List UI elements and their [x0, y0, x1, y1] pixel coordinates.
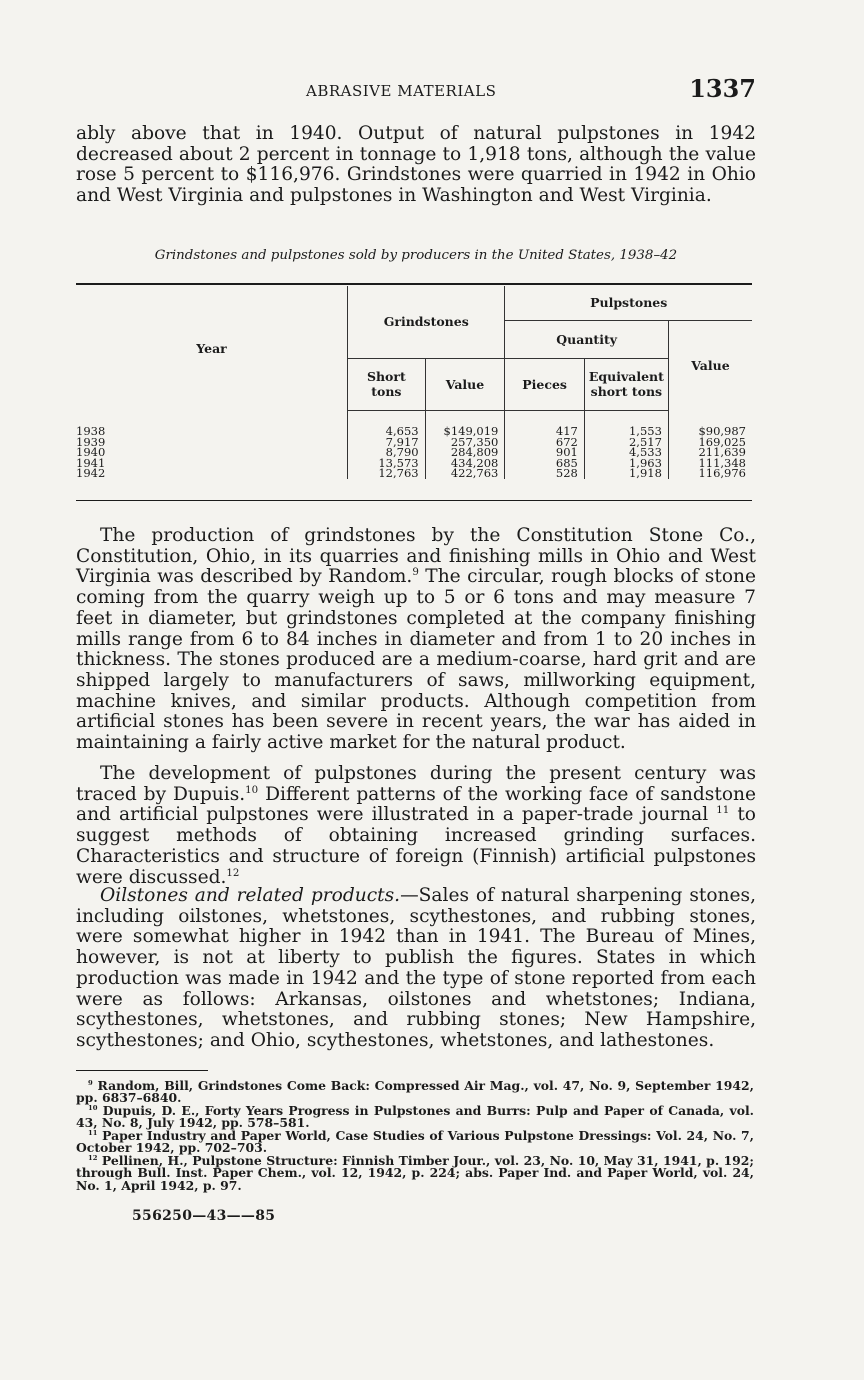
header-grind-value: Value — [425, 358, 505, 410]
cell-grind-value: 284,809 — [425, 447, 505, 458]
footnote — [76, 1155, 754, 1192]
page-number: 1337 — [689, 74, 756, 103]
header-short-tons: Short tons — [348, 358, 426, 410]
header-pulp-value: Value — [668, 320, 752, 410]
table-row — [76, 468, 752, 479]
running-head: ABRASIVE MATERIALS — [306, 82, 497, 100]
paragraph-oilstones — [76, 886, 756, 1052]
paragraph-pulpstones — [76, 764, 756, 888]
paragraph-text: ably above that in 1940. Output of natural pulpstones in 1942 decreased about 2 percent in tonnage to 1,918 tons, although the value rose 5 percent to $116,976. Grindstones were quarried in 1942 in Ohio and West Virginia and pulpstones in Washington and West Virginia. — [76, 123, 756, 207]
cell-equivalent: 1,963 — [584, 458, 668, 469]
cell-grind-value: 257,350 — [425, 437, 505, 448]
paragraph-text: The development of pulpstones during the present century was traced by Dupuis. — [76, 763, 756, 805]
paragraph-text: The production of grindstones by the Constitution Stone Co., Constitution, Ohio, in its quarries and finishing mills in Ohio and West Virginia was described by Random. — [76, 525, 756, 588]
cell-pulp-value: $90,987 — [668, 426, 752, 437]
footnote-text: Dupuis, D. E., Forty Years Progress in Pulpstones and Burrs: Pulp and Paper of Canada, vol. 43, No. 8, July 1942, pp. 578–581. — [76, 1103, 754, 1131]
table-bottom-rule — [76, 500, 752, 501]
cell-pieces: 417 — [505, 426, 585, 437]
paragraph-continuation — [76, 124, 756, 207]
footnote-ref: 12 — [226, 867, 240, 879]
header-pieces: Pieces — [505, 358, 585, 410]
footnote-text: Pellinen, H., Pulpstone Structure: Finnish Timber Jour., vol. 23, No. 10, May 31, 1941, p. 192; through Bull. Inst. Paper Chem., vol. 12, 1942, p. 224; abs. Paper Ind. and Paper World, vol. 24, No. 1, April 1942, p. 97. — [76, 1153, 754, 1193]
header-grindstones: Grindstones — [348, 286, 505, 358]
cell-year: 1939 — [76, 434, 106, 449]
footnote — [76, 1080, 754, 1105]
production-table — [76, 286, 752, 479]
footnote-mark: 11 — [88, 1128, 98, 1137]
cell-pulp-value: 116,976 — [668, 468, 752, 479]
footnote-ref: 10 — [245, 784, 259, 796]
paragraph-text: —Sales of natural sharpening stones, including oilstones, whetstones, scythestones, and rubbing stones, were somewhat higher in 1942 than in 1941. The Bureau of Mines, however, is not at liberty to publish the figures. States in which production was made in 1942 and the type of stone reported from each were as follows: Arkansas, oilstones and whetstones; Indiana, scythestones, whetstones, and rubbing stones; New Hampshire, scythestones; and Ohio, scythestones, whetstones, and lathestones. — [76, 885, 756, 1051]
paragraph-text: Different patterns of the working face of sandstone and artificial pulpstones were illustrated in a paper-trade journal — [76, 783, 756, 826]
cell-pulp-value: 169,025 — [668, 437, 752, 448]
header-equivalent: Equivalent short tons — [584, 358, 668, 410]
cell-pieces: 528 — [505, 468, 585, 479]
cell-equivalent: 1,553 — [584, 426, 668, 437]
cell-equivalent: 4,533 — [584, 447, 668, 458]
cell-pieces: 672 — [505, 437, 585, 448]
paragraph-grindstones — [76, 526, 756, 754]
footnote-mark: 12 — [88, 1153, 98, 1162]
cell-year: 1938 — [76, 424, 106, 438]
cell-pieces: 901 — [505, 447, 585, 458]
cell-pieces: 685 — [505, 458, 585, 469]
footnote-text: Paper Industry and Paper World, Case Studies of Various Pulpstone Dressings: Vol. 24, No. 7, October 1942, pp. 702–703. — [76, 1128, 754, 1156]
cell-short-tons: 13,573 — [348, 458, 426, 469]
footnote-mark: 9 — [88, 1078, 93, 1087]
page-header — [76, 74, 756, 104]
cell-short-tons: 7,917 — [348, 437, 426, 448]
cell-equivalent: 1,918 — [584, 468, 668, 479]
cell-year: 1940 — [76, 445, 106, 459]
cell-pulp-value: 111,348 — [668, 458, 752, 469]
footnote — [76, 1105, 754, 1130]
footnote-mark: 10 — [88, 1103, 98, 1112]
footnote — [76, 1130, 754, 1155]
cell-short-tons: 4,653 — [348, 426, 426, 437]
cell-grind-value: $149,019 — [425, 426, 505, 437]
cell-grind-value: 422,763 — [425, 468, 505, 479]
header-quantity: Quantity — [505, 320, 669, 358]
cell-year: 1942 — [76, 466, 106, 480]
cell-year: 1941 — [76, 455, 106, 470]
cell-pulp-value: 211,639 — [668, 447, 752, 458]
footnote-rule — [76, 1070, 208, 1071]
cell-short-tons: 8,790 — [348, 447, 426, 458]
section-run-in-head: Oilstones and related products. — [100, 885, 401, 906]
footnote-ref: 11 — [716, 805, 730, 817]
footnote-text: Random, Bill, Grindstones Come Back: Compressed Air Mag., vol. 47, No. 9, September 1942, pp. 6837–6840. — [76, 1078, 754, 1106]
print-code: 556250—43——85 — [132, 1208, 276, 1224]
paragraph-text: The circular, rough blocks of stone coming from the quarry weigh up to 5 or 6 tons and may measure 7 feet in diameter, but grindstones completed at the company finishing mills range from 6 to 84 inches in diameter and from 1 to 20 inches in thickness. The stones produced are a medium-coarse, hard grit and are shipped largely to manufacturers of saws, millworking equipment, machine knives, and similar products. Although competition from artificial stones has been severe in recent years, the war has aided in maintaining a fairly active market for the natural product. — [76, 566, 756, 754]
footnote-ref: 9 — [412, 567, 419, 579]
cell-grind-value: 434,208 — [425, 458, 505, 469]
header-year: Year — [196, 340, 227, 356]
cell-equivalent: 2,517 — [584, 437, 668, 448]
header-pulpstones: Pulpstones — [505, 286, 752, 320]
paragraph-text: to suggest methods of obtaining increased grinding surfaces. Characteristics and structure of foreign (Finnish) artificial pulpstones were discussed. — [76, 804, 756, 888]
cell-short-tons: 12,763 — [348, 468, 426, 479]
footnotes — [76, 1080, 754, 1192]
table-caption: Grindstones and pulpstones sold by producers in the United States, 1938–42 — [154, 248, 678, 263]
table-top-rule — [76, 283, 752, 285]
